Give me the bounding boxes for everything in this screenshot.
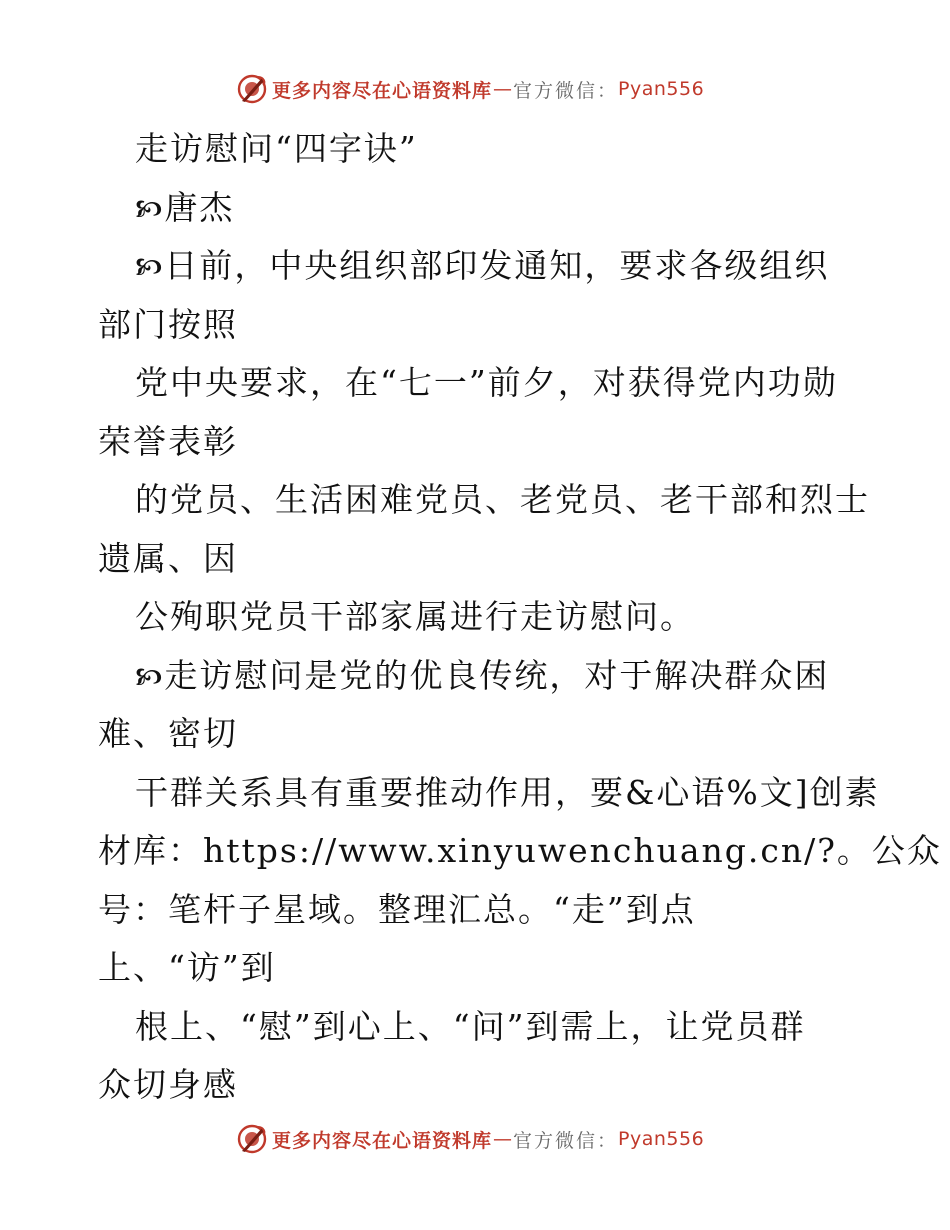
banner-dash: — <box>493 78 513 100</box>
document-body <box>98 120 942 1115</box>
fleuron-bullet-icon: 🙥 <box>135 253 163 283</box>
fleuron-bullet-icon: 🙥 <box>135 194 163 225</box>
paragraph-line: 公殉职党员干部家属进行走访慰问。 <box>135 597 695 636</box>
paragraph-line: 难、密切 <box>98 714 238 753</box>
paragraph-line: 部门按照 <box>98 304 238 344</box>
paragraph-line: 🙥走访慰问是党的优良传统，对于解决群众困 <box>98 647 858 706</box>
paragraph-line: 🙥日前，中央组织部印发通知，要求各级组织 <box>98 237 858 296</box>
paragraph-line: 根上、“慰”到心上、“问”到需上，让党员群 <box>135 1006 806 1046</box>
banner-wechat-handle: Pyan556 <box>618 1128 705 1150</box>
article-author: 🙥唐杰 <box>98 179 858 238</box>
fleuron-bullet-icon: 🙥 <box>135 662 163 693</box>
paragraph-line: 号：笔杆子星域。整理汇总。“走”到点 <box>98 889 696 929</box>
paragraph-line: 荣誉表彰 <box>98 421 238 461</box>
paragraph-line: 遗属、因 <box>98 538 238 578</box>
article-title: 走访慰问“四字诀” <box>135 129 418 168</box>
paragraph-line: 上、“访”到 <box>98 948 276 987</box>
banner-wechat-label: 官方微信： <box>513 79 619 102</box>
banner-site-text: 更多内容尽在心语资料库 <box>272 1129 493 1152</box>
paragraph-line: 众切身感 <box>98 1065 238 1104</box>
banner-wechat-label: 官方微信： <box>513 1129 619 1152</box>
header-watermark-banner <box>236 72 716 106</box>
paragraph-line: 的党员、生活困难党员、老党员、老干部和烈士 <box>135 480 870 519</box>
banner-dash: — <box>493 1128 513 1150</box>
paragraph-line: 材库：https://www.xinyuwenchuang.cn/?。公众 <box>98 831 942 870</box>
banner-site-text: 更多内容尽在心语资料库 <box>272 79 493 102</box>
footer-watermark-banner <box>236 1122 716 1156</box>
banner-wechat-handle: Pyan556 <box>618 78 705 100</box>
paragraph-line: 党中央要求，在“七一”前夕，对获得党内功勋 <box>135 363 838 402</box>
quill-pen-circle-icon <box>236 1123 268 1155</box>
quill-pen-circle-icon <box>236 73 268 105</box>
paragraph-line: 干群关系具有重要推动作用，要&心语%文]创素 <box>135 772 880 812</box>
